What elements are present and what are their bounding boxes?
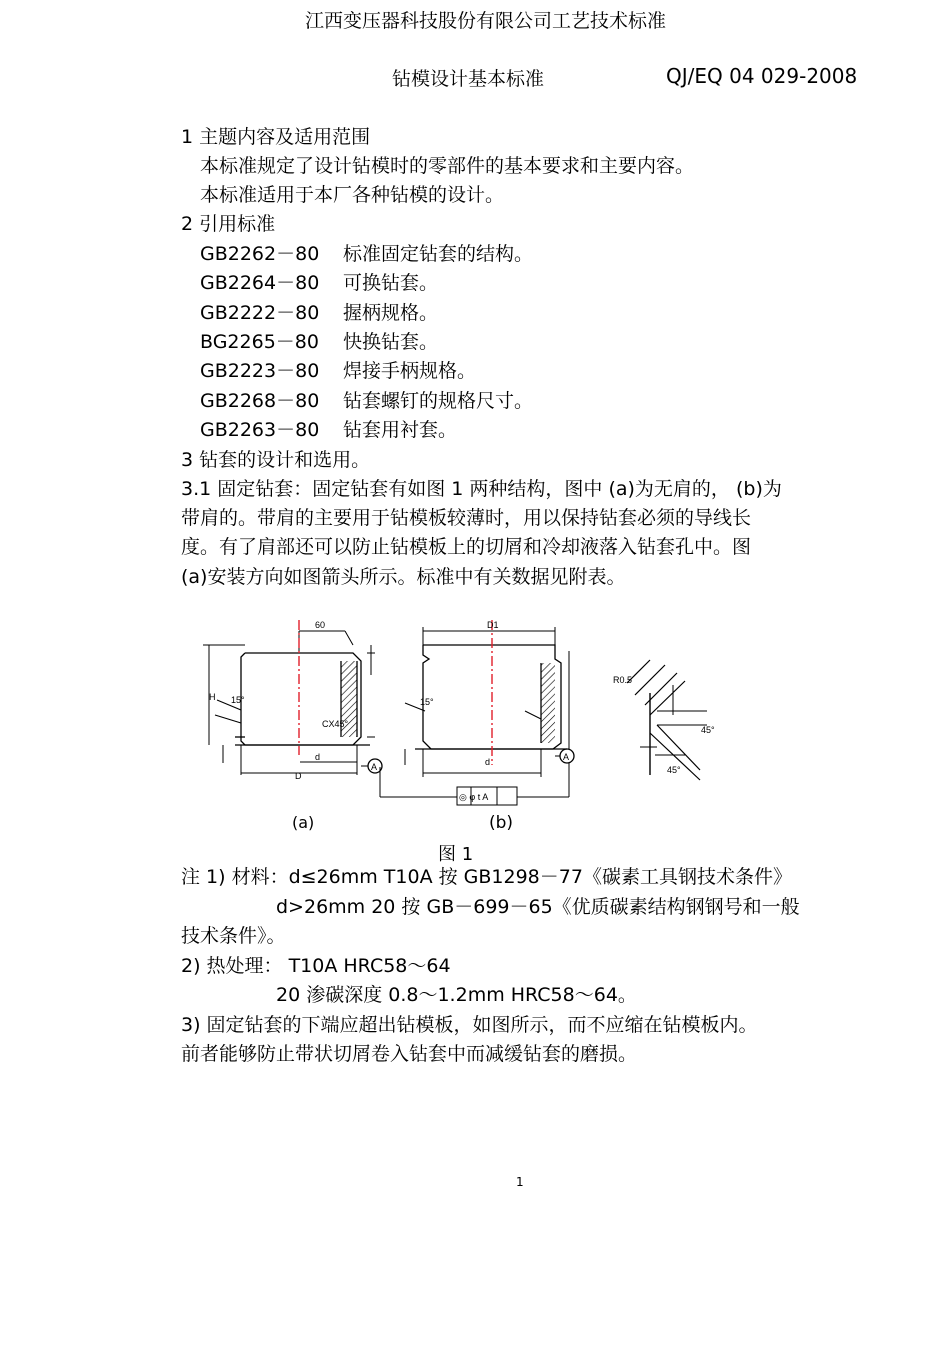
reference-row xyxy=(0,331,900,355)
section-3-line: (a)安装方向如图箭头所示。标准中有关数据见附表。 xyxy=(181,566,626,588)
company-title: 江西变压器科技股份有限公司工艺技术标准 xyxy=(305,10,667,32)
section-2-heading: 2 引用标准 xyxy=(181,213,276,235)
reference-code: GB2262－80 xyxy=(200,243,320,265)
reference-row xyxy=(0,243,900,267)
dim-d-label: d xyxy=(315,752,321,762)
dim-angle-label: 15° xyxy=(420,697,434,707)
reference-code: GB2268－80 xyxy=(200,390,320,412)
dim-angle-label: 15° xyxy=(231,695,245,705)
note-line: 技术条件》。 xyxy=(181,925,286,947)
reference-row xyxy=(0,360,900,384)
reference-desc: 握柄规格。 xyxy=(343,302,439,324)
reference-desc: 快换钻套。 xyxy=(343,331,439,353)
reference-row xyxy=(0,302,900,326)
reference-code: GB2223－80 xyxy=(200,360,320,382)
detail-angle-label: 45° xyxy=(701,725,715,735)
figure-caption: 图 1 xyxy=(438,844,474,865)
reference-row xyxy=(0,272,900,296)
bushing-a-drawing xyxy=(203,631,382,775)
figure-label-a: (a) xyxy=(292,813,315,832)
note-line: 2) 热处理： T10A HRC58～64 xyxy=(181,955,451,977)
reference-code: GB2263－80 xyxy=(200,419,320,441)
section-1-paragraph: 本标准适用于本厂各种钻模的设计。 xyxy=(200,184,505,206)
reference-code: GB2222－80 xyxy=(200,302,320,324)
dim-h-label: H xyxy=(209,692,216,702)
dim-big-d-label: D xyxy=(295,771,302,781)
reference-code: GB2264－80 xyxy=(200,272,320,294)
datum-a-label: A xyxy=(563,752,570,762)
section-3-line: 度。有了肩部还可以防止钻模板上的切屑和冷却液落入钻套孔中。图 xyxy=(181,536,752,558)
bushing-b-drawing xyxy=(380,627,574,805)
doc-code: QJ/EQ 04 029-2008 xyxy=(666,64,858,88)
section-3-heading: 3 钻套的设计和选用。 xyxy=(181,449,371,471)
note-line: 3) 固定钻套的下端应超出钻模板，如图所示，而不应缩在钻模板内。 xyxy=(181,1014,758,1036)
note-line: d>26mm 20 按 GB－699－65《优质碳素结构钢钢号和一般 xyxy=(276,896,800,918)
page-number: 1 xyxy=(516,1175,524,1189)
reference-desc: 可换钻套。 xyxy=(343,272,439,294)
detail-angle-label: 45° xyxy=(667,765,681,775)
note-line: 20 渗碳深度 0.8～1.2mm HRC58～64。 xyxy=(276,984,637,1006)
reference-code: BG2265－80 xyxy=(200,331,319,353)
figure-1-drawing xyxy=(195,615,735,815)
dim-chamfer-label: CX45° xyxy=(322,719,349,729)
section-1-paragraph: 本标准规定了设计钻模时的零部件的基本要求和主要内容。 xyxy=(200,155,695,177)
datum-a-label: A xyxy=(371,762,378,772)
figure-label-b: (b) xyxy=(489,813,514,833)
dim-d1-label: D1 xyxy=(487,620,499,630)
section-3-line: 3.1 固定钻套：固定钻套有如图 1 两种结构，图中 (a)为无肩的， (b)为 xyxy=(181,478,782,500)
detail-drawing xyxy=(627,660,707,780)
tolerance-frame-label: ◎ φ t A xyxy=(459,792,489,802)
detail-radius-label: R0.5 xyxy=(613,675,633,685)
reference-desc: 钻套螺钉的规格尺寸。 xyxy=(343,390,534,412)
section-3-line: 带肩的。带肩的主要用于钻模板较薄时，用以保持钻套必须的导线长 xyxy=(181,507,752,529)
note-line: 前者能够防止带状切屑卷入钻套中而减缓钻套的磨损。 xyxy=(181,1043,638,1065)
reference-desc: 焊接手柄规格。 xyxy=(343,360,477,382)
reference-row xyxy=(0,390,900,414)
reference-desc: 钻套用衬套。 xyxy=(343,419,458,441)
reference-desc: 标准固定钻套的结构。 xyxy=(343,243,534,265)
reference-row xyxy=(0,419,900,443)
section-1-heading: 1 主题内容及适用范围 xyxy=(181,126,371,148)
dim-d0-label: 60 xyxy=(315,620,326,630)
note-line: 注 1) 材料：d≤26mm T10A 按 GB1298－77《碳素工具钢技术条件》 xyxy=(181,866,792,888)
doc-title: 钻模设计基本标准 xyxy=(392,68,545,90)
dim-d-label: d xyxy=(485,757,491,767)
